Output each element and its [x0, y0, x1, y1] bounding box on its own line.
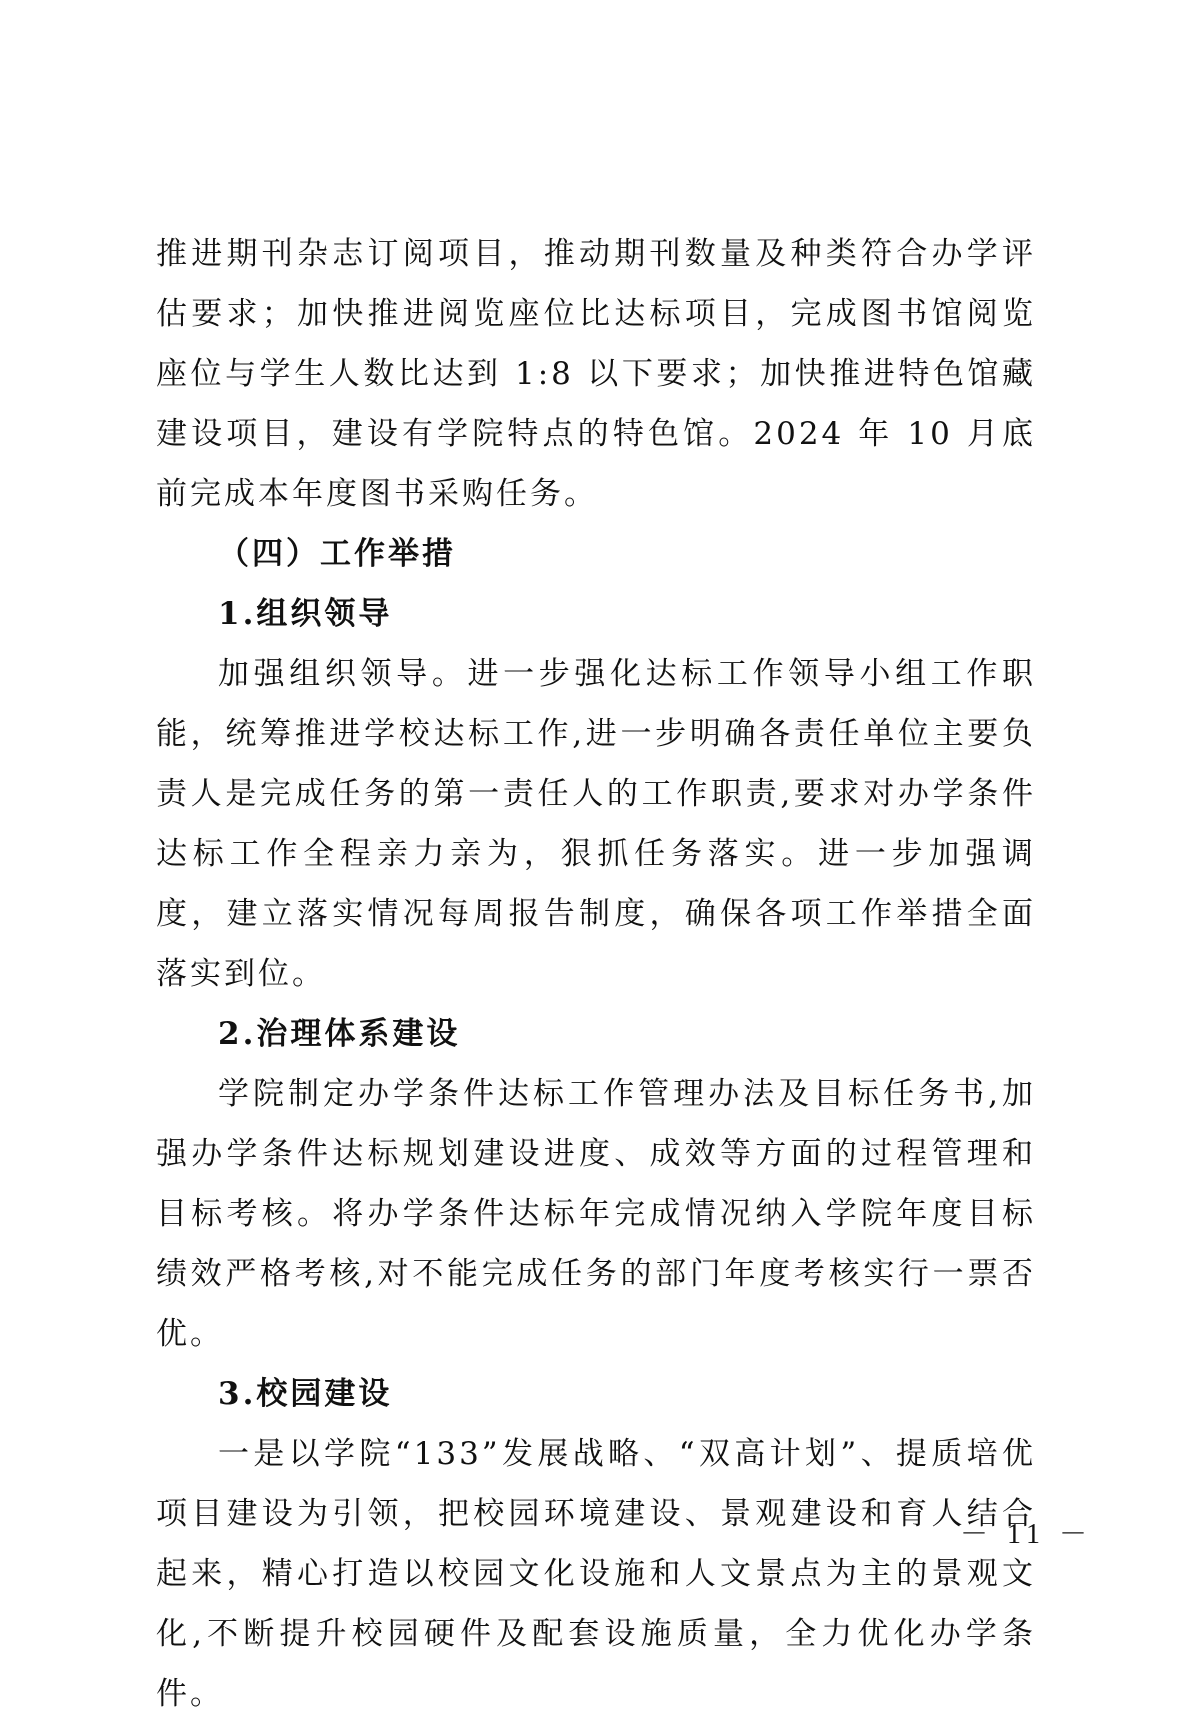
subheading-campus-construction: 3.校园建设 — [218, 1376, 393, 1412]
page-number: － 11 － — [960, 1519, 1093, 1550]
document-body — [156, 224, 1036, 1724]
section-heading-work-measures: （四）工作举措 — [218, 536, 456, 572]
paragraph-campus-construction: 一是以学院“133”发展战略、“双高计划”、提质培优项目建设为引领，把校园环境建设、景观建设和育人结合起来，精心打造以校园文化设施和人文景点为主的景观文化,不断提升校园硬件及配套设施质量，全力优化办学条件。 — [156, 1436, 1036, 1712]
subheading-governance-system: 2.治理体系建设 — [218, 1016, 461, 1052]
subheading-organization-leadership: 1.组织领导 — [218, 596, 393, 632]
paragraph-library-projects: 推进期刊杂志订阅项目，推动期刊数量及种类符合办学评估要求；加快推进阅览座位比达标项目，完成图书馆阅览座位与学生人数比达到 1:8 以下要求；加快推进特色馆藏建设项目，建设有学院特点的特色馆。2024 年 10 月底前完成本年度图书采购任务。 — [156, 236, 1036, 512]
paragraph-governance-system: 学院制定办学条件达标工作管理办法及目标任务书,加强办学条件达标规划建设进度、成效等方面的过程管理和目标考核。将办学条件达标年完成情况纳入学院年度目标绩效严格考核,对不能完成任务的部门年度考核实行一票否优。 — [156, 1076, 1036, 1352]
paragraph-organization-leadership: 加强组织领导。进一步强化达标工作领导小组工作职能，统筹推进学校达标工作,进一步明确各责任单位主要负责人是完成任务的第一责任人的工作职责,要求对办学条件达标工作全程亲力亲为，狠抓任务落实。进一步加强调度，建立落实情况每周报告制度，确保各项工作举措全面落实到位。 — [156, 656, 1036, 992]
